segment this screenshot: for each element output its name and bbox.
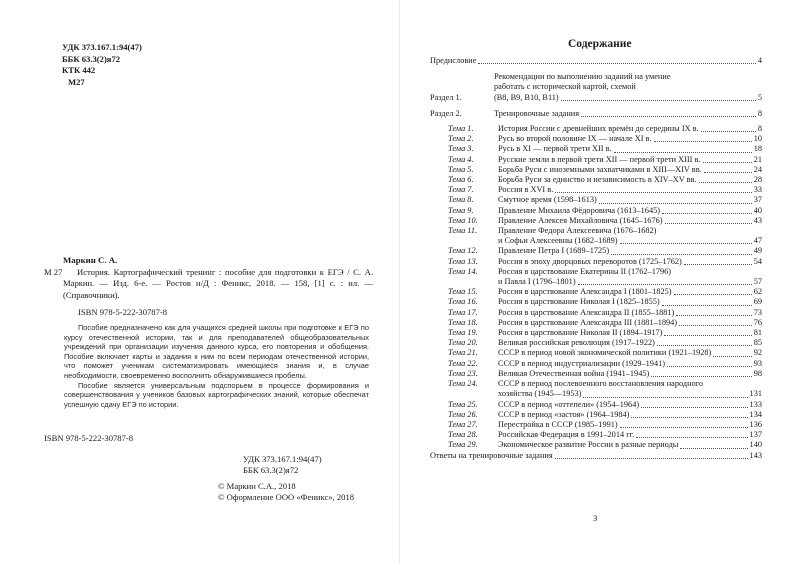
leader-dots (620, 243, 752, 244)
topic-title: СССР в период «застоя» (1964–1984) (498, 409, 630, 419)
leader-dots (665, 223, 752, 224)
leader-dots (641, 407, 747, 408)
right-page (400, 0, 800, 564)
leader-dots (680, 448, 747, 449)
toc-page-number: 143 (749, 450, 762, 460)
topic-title: Россия в царствование Александра I (1801–1825) (498, 287, 672, 297)
leader-dots (679, 325, 752, 326)
catalog-code: М 27 (44, 267, 63, 277)
toc-topic-item (430, 318, 762, 328)
topic-title: Русские земли в первой трети XII — первой трети XIII в. (498, 154, 701, 164)
toc-page-number: 140 (749, 440, 762, 450)
topic-label: Тема 18. (448, 317, 478, 327)
library-codes (62, 42, 142, 88)
toc-page-number: 10 (753, 134, 762, 144)
topic-label: Тема 8. (448, 195, 474, 205)
toc-page-number: 8 (757, 124, 762, 134)
bibliographic-entry (63, 267, 373, 301)
leader-dots (704, 172, 752, 173)
toc-section-2 (430, 109, 762, 119)
leader-dots (631, 417, 747, 418)
toc-preface (430, 56, 762, 66)
toc-page-number: 134 (749, 409, 762, 419)
topic-label: Тема 2. (448, 134, 474, 144)
topic-title: Русь в XI — первой трети XII в. (498, 144, 612, 154)
toc-page-number: 57 (753, 277, 762, 287)
topic-label: Тема 23. (448, 368, 478, 378)
leader-dots (676, 315, 751, 316)
copyright-author: © Маркин С.А., 2018 (218, 481, 296, 491)
leader-dots (703, 162, 752, 163)
copyright (218, 481, 354, 504)
toc-topic-item (430, 195, 762, 205)
leader-dots (713, 356, 751, 357)
leader-dots (662, 213, 752, 214)
leader-dots (583, 397, 747, 398)
topic-title: СССР в период «оттепели» (1954–1964) (498, 399, 640, 409)
topic-label: Тема 22. (448, 358, 478, 368)
leader-dots (684, 264, 752, 265)
toc-topics (430, 124, 762, 451)
leader-dots (651, 376, 751, 377)
topic-label: Тема 10. (448, 215, 478, 225)
leader-dots (611, 254, 752, 255)
udk-bottom: УДК 373.167.1:94(47) (243, 454, 322, 464)
topic-title: Россия в эпоху дворцовых переворотов (1725–1762) (498, 256, 682, 266)
toc-topic-item (430, 206, 762, 216)
topic-title: и Павла I (1796–1801) (498, 277, 576, 287)
toc-page-number: 24 (753, 164, 762, 174)
toc-topic-item (430, 257, 762, 267)
topic-label: Тема 29. (448, 440, 478, 450)
toc-page-number: 85 (753, 338, 762, 348)
toc-page-number: 18 (753, 144, 762, 154)
bbk-bottom: ББК 63.3(2)я72 (243, 465, 299, 476)
topic-label: Тема 15. (448, 287, 478, 297)
topic-label: Тема 3. (448, 144, 474, 154)
toc-topic-item (430, 440, 762, 450)
section-title-line: работать с исторической картой, схемой (494, 82, 636, 92)
topic-title: Борьба Руси за единство и независимость в XIV–XV вв. (498, 175, 697, 185)
topic-title: Великая российская революция (1917–1922) (498, 338, 655, 348)
topic-label: Тема 11. (448, 226, 478, 236)
toc-topic-item (430, 410, 762, 420)
toc-topic-item (430, 165, 762, 175)
toc-answers-text: Ответы на тренировочные задания (430, 450, 553, 460)
toc-page-number: 47 (753, 236, 762, 246)
toc-topic-item (430, 155, 762, 165)
leader-dots (699, 182, 752, 183)
leader-dots (654, 141, 752, 142)
annotation-paragraph-2: Пособие является универсальным подспорьем в процессе формирования и совершенствования у учеников базовых картографических знаний, которые обеспечат успешную сдачу ЕГЭ по истории. (64, 380, 369, 409)
topic-title: Правление Михаила Фёдоровича (1613–1645) (498, 205, 661, 215)
topic-label: Тема 25. (448, 399, 478, 409)
page-number: 3 (593, 513, 598, 523)
topic-title: Россия в XVI в. (498, 185, 554, 195)
toc-topic-item (430, 328, 762, 338)
topic-label: Тема 28. (448, 430, 478, 440)
section-title-line: (B8, B9, B10, B11) (494, 92, 559, 102)
toc-topic-item (430, 297, 762, 307)
topic-label: Тема 1. (448, 124, 474, 134)
leader-dots (561, 100, 756, 101)
toc-page-number: 8 (757, 108, 762, 118)
toc-page-number: 62 (753, 287, 762, 297)
leader-dots (701, 131, 756, 132)
toc-page-number: 40 (753, 205, 762, 215)
toc-page-number: 131 (749, 389, 762, 399)
topic-title: Россия в царствование Николая II (1894–1917) (498, 328, 663, 338)
toc-page-number: 28 (753, 175, 762, 185)
topic-title-line: Правление Федора Алексеевича (1676–1682) (498, 226, 657, 236)
topic-label: Тема 16. (448, 297, 478, 307)
topic-label: Тема 4. (448, 154, 474, 164)
toc-topic-item (430, 379, 762, 399)
topic-title: Российская Федерация в 1991–2014 гг. (498, 430, 635, 440)
topic-title: Россия в царствование Александра II (1855–1881) (498, 307, 675, 317)
udk-code: УДК 373.167.1:94(47) (62, 42, 142, 52)
toc-topic-item (430, 124, 762, 134)
leader-dots (478, 63, 755, 64)
topic-title: Россия в царствование Александра III (1881–1894) (498, 317, 678, 327)
toc-preface-text: Предисловие (430, 56, 477, 65)
topic-label: Тема 6. (448, 175, 474, 185)
toc-page-number: 33 (753, 185, 762, 195)
leader-dots (636, 437, 747, 438)
table-of-contents (430, 56, 762, 461)
toc-topic-item (430, 226, 762, 246)
toc-page-number: 69 (753, 297, 762, 307)
topic-title: и Софьи Алексеевны (1682–1689) (498, 236, 618, 246)
toc-topic-item (430, 420, 762, 430)
toc-page-number: 92 (753, 348, 762, 358)
annotation (64, 323, 369, 409)
topic-title: Смутное время (1598–1613) (498, 195, 597, 205)
leader-dots (674, 294, 752, 295)
toc-topic-item (430, 267, 762, 287)
toc-topic-item (430, 287, 762, 297)
isbn: ISBN 978-5-222-30787-8 (78, 307, 168, 317)
toc-topic-item (430, 348, 762, 358)
topic-label: Тема 26. (448, 409, 478, 419)
topic-label: Тема 13. (448, 256, 478, 266)
toc-page-number: 133 (749, 399, 762, 409)
topic-title: Перестройка в СССР (1985–1991) (498, 419, 618, 429)
toc-page-number: 43 (753, 215, 762, 225)
toc-page-number: 54 (753, 256, 762, 266)
toc-topic-item (430, 359, 762, 369)
topic-title: Правление Алексея Михайловича (1645–1676) (498, 215, 663, 225)
section-label: Раздел 1. (430, 92, 462, 102)
topic-label: Тема 9. (448, 205, 474, 215)
topic-label: Тема 7. (448, 185, 474, 195)
leader-dots (614, 152, 752, 153)
toc-topic-item (430, 185, 762, 195)
toc-page-number: 98 (753, 368, 762, 378)
toc-topic-item (430, 308, 762, 318)
topic-title: СССР в период новой экономической политики (1921–1928) (498, 348, 712, 358)
copyright-design: © Оформление ООО «Феникс», 2018 (218, 492, 355, 503)
topic-label: Тема 20. (448, 338, 478, 348)
toc-topic-item (430, 216, 762, 226)
topic-title: История России с древнейших времён до середины IX в. (498, 124, 699, 134)
leader-dots (657, 345, 752, 346)
toc-page-number: 21 (753, 154, 762, 164)
toc-page-number: 136 (749, 419, 762, 429)
toc-title: Содержание (568, 38, 632, 50)
toc-page-number: 37 (753, 195, 762, 205)
codes-bottom (243, 454, 322, 477)
toc-topic-item (430, 175, 762, 185)
toc-page-number: 76 (753, 317, 762, 327)
leader-dots (599, 203, 752, 204)
topic-label: Тема 14. (448, 266, 478, 276)
toc-answers (430, 451, 762, 461)
topic-title-line: СССР в период послевоенного восстановления народного (498, 379, 704, 389)
toc-page-number: 137 (749, 430, 762, 440)
topic-label: Тема 5. (448, 164, 474, 174)
bbk-code: ББК 63.3(2)я72 (62, 53, 121, 64)
topic-title: Великая Отечественная война (1941–1945) (498, 368, 650, 378)
toc-page-number: 49 (753, 246, 762, 256)
toc-topic-item (430, 400, 762, 410)
topic-label: Тема 27. (448, 419, 478, 429)
section-label: Раздел 2. (430, 108, 462, 118)
topic-label: Тема 19. (448, 328, 478, 338)
toc-topic-item (430, 430, 762, 440)
topic-title: Русь во второй половине IX — начале XI в. (498, 134, 652, 144)
toc-page-number: 73 (753, 307, 762, 317)
toc-page-number: 93 (753, 358, 762, 368)
bib-entry-text: История. Картографический тренинг : пособие для подготовки к ЕГЭ / С. А. Маркин. — Изд. 6-е. — Ростов н/Д : Феникс, 2018. — 158, [1] с. : ил. — (Справочники). (63, 267, 373, 300)
leader-dots (662, 305, 752, 306)
topic-title: хозяйства (1945—1953) (498, 389, 582, 399)
topic-title: Экономическое развитие России в разные периоды (498, 440, 679, 450)
topic-label: Тема 17. (448, 307, 478, 317)
isbn-bottom: ISBN 978-5-222-30787-8 (44, 433, 134, 443)
leader-dots (555, 192, 751, 193)
toc-section-1 (430, 72, 762, 103)
leader-dots (667, 366, 752, 367)
topic-title: Борьба Руси с иноземными захватчиками в XIII—XIV вв. (498, 164, 702, 174)
topic-title-line: Россия в царствование Екатерины II (1762–1796) (498, 266, 672, 276)
topic-title: Правление Петра I (1689–1725) (498, 246, 610, 256)
leader-dots (620, 427, 748, 428)
topic-label: Тема 21. (448, 348, 478, 358)
section-title-line: Рекомендации по выполнению заданий на умение (494, 72, 671, 82)
topic-label: Тема 12. (448, 246, 478, 256)
toc-page-number: 5 (757, 92, 762, 102)
toc-page-number: 4 (757, 56, 762, 65)
toc-topic-item (430, 144, 762, 154)
leader-dots (581, 116, 756, 117)
leader-dots (578, 284, 752, 285)
author-mark: М27 (68, 76, 85, 87)
ktk-code: КТК 442 (62, 65, 96, 75)
section-title: Тренировочные задания (494, 108, 580, 118)
toc-page-number: 81 (753, 328, 762, 338)
toc-topic-item (430, 338, 762, 348)
leader-dots (555, 458, 748, 459)
annotation-paragraph-1: Пособие предназначено как для учащихся средней школы при подготовке к ЕГЭ по курсу отечественной истории, так и для преподавателей общеобразовательных учреждений при организации изучения данного курса, его повторения и обобщения. Пособие включает карты и задания к ним по всем периодам отечественной истории, что поможет ученикам систематизировать имеющиеся знания и, в случае необходимости, своевременно восполнить обнаружившиеся пробелы. (64, 323, 369, 380)
toc-topic-item (430, 369, 762, 379)
leader-dots (664, 335, 751, 336)
toc-topic-item (430, 246, 762, 256)
author-name: Маркин С. А. (63, 255, 118, 265)
toc-topic-item (430, 134, 762, 144)
topic-title: Россия в царствование Николая I (1825–1855) (498, 297, 660, 307)
topic-label: Тема 24. (448, 379, 478, 389)
topic-title: СССР в период индустриализации (1929–1941) (498, 358, 665, 368)
